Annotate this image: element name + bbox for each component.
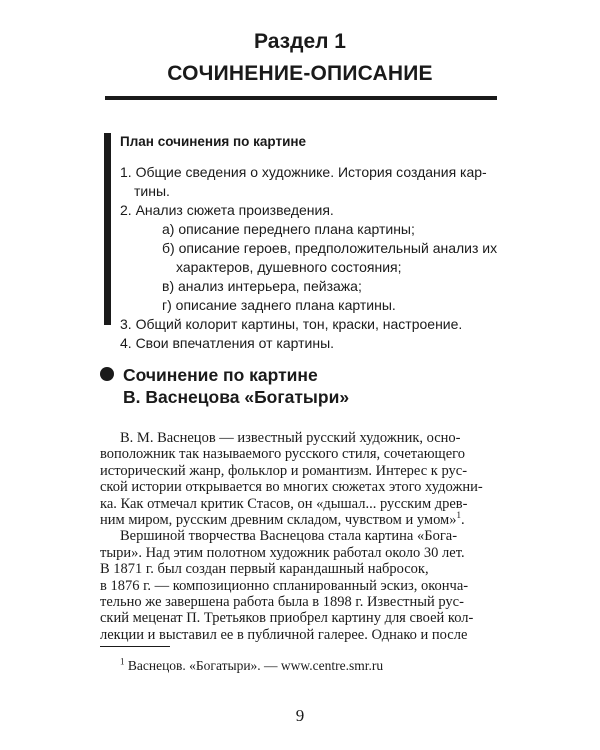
footnote-mark: 1 — [120, 656, 125, 667]
plan-subitem: б) описание героев, предположительный анализ их — [162, 240, 498, 256]
body-line: тельно же завершена работа была в 1898 г. Известный рус- — [100, 594, 464, 610]
body-line: тыри». Над этим полотном художник работал около 30 лет. — [100, 544, 465, 561]
plan-item: 1. Общие сведения о художнике. История создания кар- — [120, 164, 487, 180]
body-line: в 1876 г. — композиционно спланированный эскиз, оконча- — [100, 577, 469, 594]
essay-heading-subtitle: В. Васнецова «Богатыри» — [123, 387, 350, 407]
title-divider — [105, 96, 497, 100]
essay-heading: Сочинение по картине — [123, 365, 318, 385]
page-number: 9 — [295, 706, 305, 725]
body-line: воположник так называемого русского стиля, сочетающего — [100, 446, 465, 463]
section-title: СОЧИНЕНИЕ-ОПИСАНИЕ — [167, 62, 433, 85]
footnote-text: Васнецов. «Богатыри». — www.centre.smr.ru — [127, 658, 384, 673]
plan-subitem: характеров, душевного состояния; — [176, 259, 402, 275]
plan-item: 2. Анализ сюжета произведения. — [120, 202, 334, 218]
plan-item: тины. — [134, 183, 170, 199]
body-line: лекции и выставил ее в публичной галерее. Однако и после — [100, 626, 468, 643]
plan-subitem: а) описание переднего плана картины; — [162, 221, 415, 237]
body-line: исторический жанр, фольклор и романтизм. Интерес к рус- — [100, 462, 468, 479]
body-line: ский меценат П. Третьяков приобрел картину для своей кол- — [100, 610, 474, 627]
plan-subitem: г) описание заднего плана картины. — [162, 297, 396, 313]
body-line: ка. Как отмечал критик Стасов, он «дышал... русским древ- — [100, 495, 468, 512]
plan-item: 3. Общий колорит картины, тон, краски, настроение. — [120, 316, 463, 332]
body-line: В 1871 г. был создан первый карандашный набросок, — [100, 561, 429, 578]
section-number: Раздел 1 — [254, 30, 346, 53]
footnote — [120, 658, 383, 674]
body-line: В. М. Васнецов — известный русский художник, осно- — [120, 430, 461, 446]
plan-subitem: в) анализ интерьера, пейзажа; — [162, 278, 362, 294]
body-line-punct: . — [460, 512, 465, 528]
body-line-text: ним миром, русским древним складом, чувством и умом» — [100, 512, 457, 528]
bullet-icon — [100, 367, 114, 381]
body-line: Вершиной творчества Васнецова стала картина «Бога- — [120, 528, 458, 545]
plan-heading: План сочинения по картине — [120, 134, 307, 149]
body-line — [100, 512, 465, 529]
footnote-divider — [100, 646, 170, 647]
body-line: ской истории открывается во многих сюжетах этого художни- — [100, 479, 483, 496]
plan-sidebar-bar — [104, 133, 111, 325]
footnote-reference: 1 — [456, 510, 461, 521]
plan-item: 4. Свои впечатления от картины. — [120, 335, 335, 351]
